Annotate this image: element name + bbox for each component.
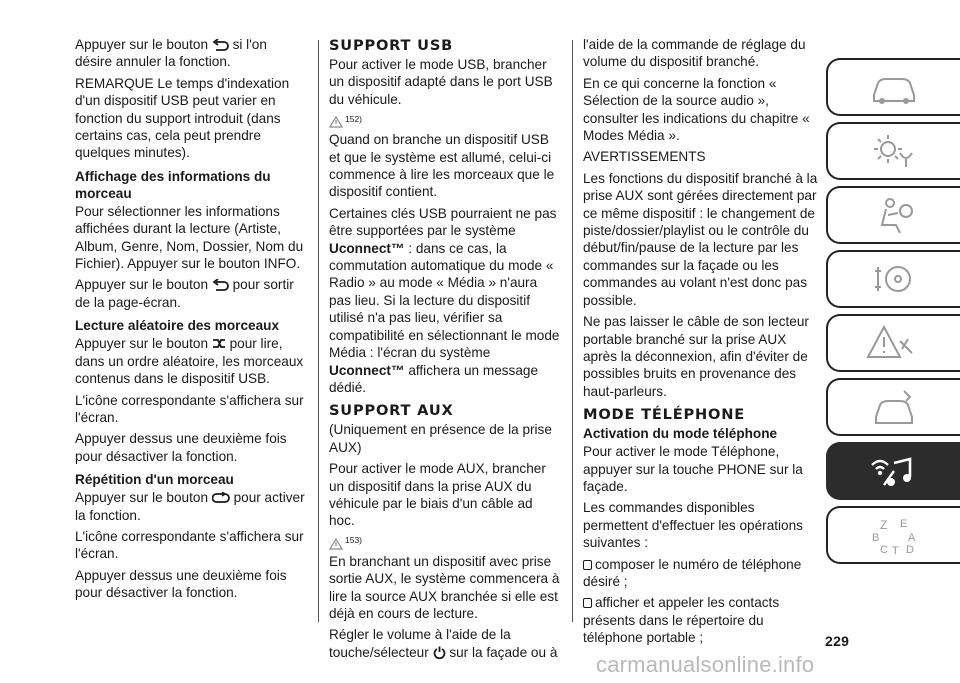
dashboard-lights-icon — [864, 129, 924, 173]
back-arrow-icon — [212, 39, 229, 51]
multimedia-icon — [864, 449, 924, 493]
heading-support-aux: SUPPORT AUX — [329, 402, 454, 420]
tab-maintenance[interactable] — [826, 378, 960, 436]
paragraph: Appuyer sur le bouton pour lire, dans un ordre aléatoire, les morceaux contenus dans le dispositif USB. — [75, 336, 304, 387]
tab-car[interactable] — [826, 58, 960, 116]
warning-triangle-icon — [864, 321, 924, 365]
index-letters-icon — [864, 513, 924, 557]
brand-name: Uconnect™ — [329, 362, 405, 378]
paragraph: Appuyer dessus une deuxième fois pour désactiver la fonction. — [75, 567, 287, 601]
watermark: carmanualsonline.info — [596, 652, 815, 677]
warning-triangle-icon — [329, 538, 343, 550]
paragraph: l'aide de la commande de réglage du volume du dispositif branché. — [583, 37, 806, 70]
chapter-tabs — [826, 58, 960, 570]
shuffle-icon — [212, 337, 226, 350]
index-letter: E — [900, 518, 908, 530]
paragraph: (Uniquement en présence de la prise AUX) — [329, 422, 552, 455]
paragraph: Pour sélectionner les informations affichées durant la lecture (Artiste, Album, Genre, Nom, Dossier, Nom du Fichier). Appuyer sur le bouton INFO. — [75, 203, 304, 272]
steering-key-icon — [864, 257, 924, 301]
warning-note: 152) — [329, 112, 561, 128]
power-knob-icon — [433, 646, 446, 659]
text-column-1 — [75, 36, 307, 606]
paragraph: Appuyer sur le bouton pour activer la fonction. — [75, 490, 305, 523]
column-separator — [572, 40, 573, 622]
heading-affichage: Affichage des informations du morceau — [75, 168, 271, 201]
maintenance-car-icon — [864, 385, 924, 429]
paragraph: Pour activer le mode Téléphone, appuyer sur la touche PHONE sur la façade. — [583, 444, 803, 494]
tab-safety[interactable] — [826, 186, 960, 244]
car-icon — [864, 65, 924, 109]
remark-paragraph: REMARQUE Le temps d'indexation d'un dispositif USB peut varier en fonction du support introduit (dans certains cas, cela peut prendre quelques minutes). — [75, 75, 290, 161]
paragraph: Ne pas laisser le câble de son lecteur portable branché sur la prise AUX après la déconnexion, afin d'éviter de possibles bruits en provenance des haut-parleurs. — [583, 314, 809, 399]
index-letter: D — [906, 544, 914, 556]
paragraph: Les fonctions du dispositif branché à la prise AUX sont gérées directement par ce même dispositif : le changement de piste/dossier/playlist ou le contrôle du début/fin/pause de la lecture par les commandes sur la façade ou les commandes au volant n'est donc pas possible. — [583, 170, 818, 308]
warning-note: 153) — [329, 534, 561, 550]
repeat-icon — [212, 492, 230, 504]
paragraph: Pour activer le mode AUX, brancher un dispositif dans la prise AUX du véhicule par le biais d'un câble ad hoc. — [329, 461, 546, 529]
paragraph: Régler le volume à l'aide de la touche/sélecteur sur la façade ou à — [329, 627, 558, 660]
index-letter: B — [872, 532, 880, 544]
tab-dashboard[interactable] — [826, 122, 960, 180]
brand-name: Uconnect™ — [329, 240, 405, 256]
paragraph: Certaines clés USB pourraient ne pas être supportées par le système Uconnect™ : dans ce cas, la commutation automatique du mode « Radio » au mode « Média » n'aura pas lieu. Si la lecture du dispositif utilisé n'a pas lieu, vérifier sa compatibilité en sélectionnant le mode Média : l'écran du système Uconnect™ affichera un message dédié. — [329, 205, 560, 395]
paragraph: Les commandes disponibles permettent d'effectuer les opérations suivantes : — [583, 500, 803, 551]
heading-repetition: Répétition d'un morceau — [75, 472, 234, 488]
column-separator — [318, 40, 319, 622]
heading-support-usb: SUPPORT USB — [329, 37, 454, 54]
paragraph: L'icône correspondante s'affichera sur l'écran. — [75, 392, 304, 425]
bullet-box-icon — [583, 560, 592, 570]
airbag-safety-icon — [864, 193, 924, 237]
index-letter: A — [908, 532, 916, 544]
tab-multimedia[interactable] — [826, 442, 960, 500]
heading-mode-telephone: MODE TÉLÉPHONE — [583, 406, 745, 424]
heading-lecture-aleatoire: Lecture aléatoire des morceaux — [75, 318, 279, 334]
paragraph: En ce qui concerne la fonction « Sélection de la source audio », consulter les indications du chapitre « Modes Média ». — [583, 75, 810, 144]
paragraph: En branchant un dispositif avec prise sortie AUX, le système commencera à lire la source AUX branchée si elle est déjà en cours de lecture. — [329, 553, 560, 621]
bullet-box-icon — [583, 598, 592, 608]
page-number: 229 — [825, 633, 850, 649]
index-letter: T — [892, 545, 899, 557]
paragraph: AVERTISSEMENTS — [583, 149, 706, 165]
paragraph: L'icône correspondante s'affichera sur l'écran. — [75, 528, 304, 562]
tab-driving[interactable] — [826, 250, 960, 308]
text-column-2 — [329, 36, 561, 665]
tab-index[interactable] — [826, 506, 960, 564]
paragraph: Quand on branche un dispositif USB et que le système est allumé, celui-ci commence à lire les morceaux que le dispositif contient. — [329, 132, 555, 200]
list-item: composer le numéro de téléphone désiré ; — [583, 556, 802, 589]
list-item: afficher et appeler les contacts présents dans le répertoire du téléphone portable ; — [583, 595, 780, 646]
back-arrow-icon — [212, 279, 229, 291]
text-column-3 — [583, 36, 818, 651]
paragraph: Appuyer dessus une deuxième fois pour désactiver la fonction. — [75, 431, 287, 464]
paragraph: Pour activer le mode USB, brancher un dispositif adapté dans le port USB du véhicule. — [329, 57, 553, 107]
warning-triangle-icon — [329, 116, 343, 128]
heading-activation: Activation du mode téléphone — [583, 426, 778, 442]
index-letter: C — [880, 544, 888, 556]
paragraph: Appuyer sur le bouton si l'on désire annuler la fonction. — [75, 37, 267, 70]
paragraph: Appuyer sur le bouton pour sortir de la page-écran. — [75, 277, 294, 310]
index-letter: Z — [880, 518, 888, 532]
tab-emergency[interactable] — [826, 314, 960, 372]
